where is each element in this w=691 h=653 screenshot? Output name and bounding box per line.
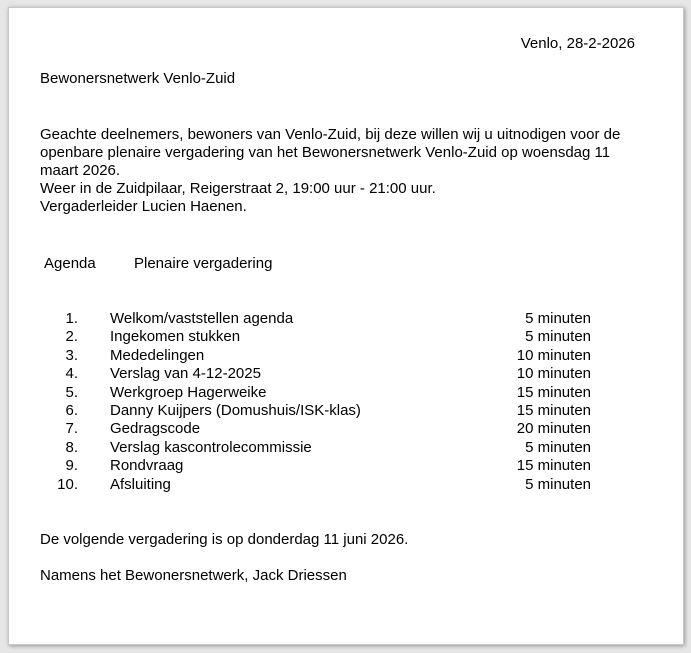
agenda-item-title: Danny Kuijpers (Domushuis/ISK-klas) — [110, 401, 361, 419]
agenda-item-title: Rondvraag — [110, 457, 184, 475]
agenda-item-number: 1. — [65, 310, 78, 327]
place-date: Venlo, 28-2-2026 — [520, 35, 635, 52]
agenda-item-duration: 5 minuten — [525, 310, 591, 327]
agenda-item-duration: 15 minuten — [516, 401, 591, 419]
letter-page — [8, 7, 684, 645]
agenda-item-title: Gedragscode — [110, 420, 201, 438]
agenda-item — [45, 328, 591, 346]
agenda-item-number: 10. — [57, 475, 78, 493]
agenda-item-number: 9. — [65, 457, 78, 475]
agenda-item-number: 3. — [65, 346, 78, 364]
agenda-item-number: 7. — [65, 420, 78, 438]
agenda-item-number: 2. — [65, 328, 78, 346]
intro-paragraph — [40, 126, 650, 216]
agenda-item-duration: 20 minuten — [516, 420, 591, 438]
agenda-item — [45, 476, 591, 494]
agenda-item-title: Werkgroep Hagerweike — [110, 383, 267, 401]
agenda-item-number: 5. — [65, 383, 78, 401]
signature: Namens het Bewonersnetwerk, Jack Driessen — [40, 567, 347, 584]
agenda-item-duration: 15 minuten — [516, 457, 591, 475]
agenda-item — [45, 384, 591, 402]
agenda-item-number: 4. — [65, 365, 78, 383]
agenda-item-title: Ingekomen stukken — [110, 328, 241, 346]
agenda-item-duration: 10 minuten — [516, 346, 591, 364]
next-meeting: De volgende vergadering is op donderdag 11 juni 2026. — [40, 531, 409, 548]
agenda-item-title: Welkom/vaststellen agenda — [110, 310, 294, 327]
organization-name: Bewonersnetwerk Venlo-Zuid — [40, 70, 236, 87]
agenda-title: Plenaire vergadering — [134, 255, 273, 272]
agenda-item — [45, 365, 591, 383]
agenda-item-title: Afsluiting — [110, 475, 171, 493]
agenda-label: Agenda — [44, 255, 96, 272]
agenda-item-title: Verslag kascontrolecommissie — [110, 438, 312, 456]
agenda-item-duration: 15 minuten — [516, 383, 591, 401]
intro-line: Weer in de Zuidpilaar, Reigerstraat 2, 19:00 uur - 21:00 uur. — [40, 180, 436, 197]
agenda-item — [45, 402, 591, 420]
intro-line: Vergaderleider Lucien Haenen. — [40, 198, 247, 215]
intro-line: Geachte deelnemers, bewoners van Venlo-Zuid, bij deze willen wij u uitnodigen voor de openbare plenaire vergadering van het Bewonersnetwerk Venlo-Zuid op woensdag 11 maart 2026. — [40, 126, 621, 179]
agenda-item-number: 8. — [65, 438, 78, 456]
agenda-item-duration: 5 minuten — [525, 475, 591, 493]
agenda-item-duration: 5 minuten — [525, 328, 591, 346]
agenda-list — [45, 310, 591, 494]
agenda-item-duration: 10 minuten — [516, 365, 591, 383]
agenda-item — [45, 457, 591, 475]
agenda-item — [45, 347, 591, 365]
agenda-item-duration: 5 minuten — [525, 438, 591, 456]
agenda-item-number: 6. — [65, 401, 78, 419]
agenda-item — [45, 439, 591, 457]
agenda-heading — [44, 255, 272, 273]
agenda-item-title: Mededelingen — [110, 346, 205, 364]
agenda-item-title: Verslag van 4-12-2025 — [110, 365, 261, 383]
agenda-item — [45, 420, 591, 438]
agenda-item — [45, 310, 591, 328]
